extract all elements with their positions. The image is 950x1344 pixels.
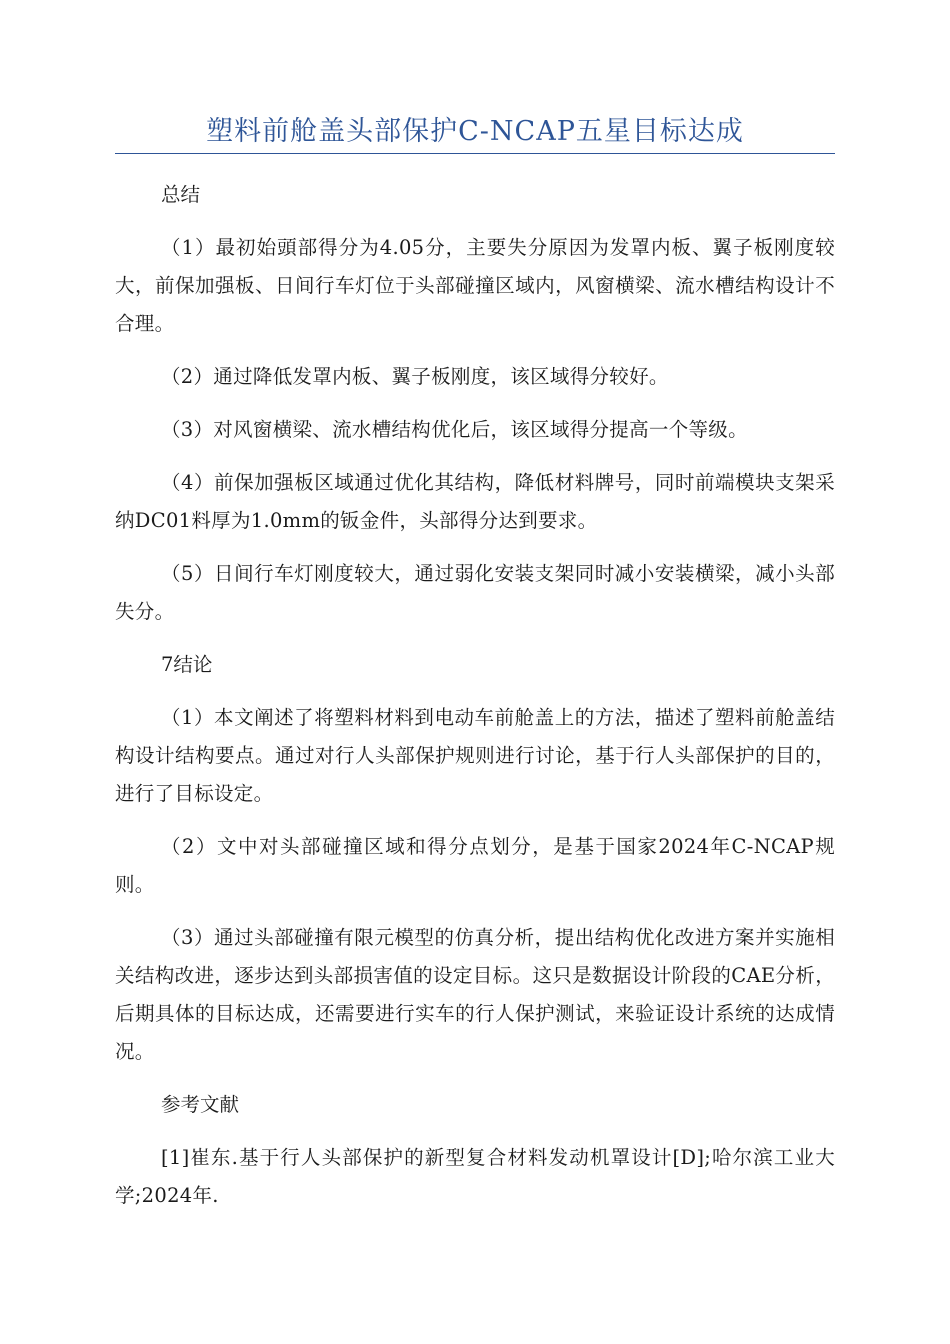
title-underline	[115, 153, 835, 154]
conclusion-item-1: （1）本文阐述了将塑料材料到电动车前舱盖上的方法，描述了塑料前舱盖结构设计结构要点。通过对行人头部保护规则进行讨论，基于行人头部保护的目的，进行了目标设定。	[115, 706, 835, 805]
references-heading: 参考文献	[161, 1093, 240, 1116]
summary-item-2: （2）通过降低发罩内板、翼子板刚度，该区域得分较好。	[161, 365, 669, 388]
conclusion-heading: 7结论	[161, 653, 213, 676]
reference-item-1: [1]崔东.基于行人头部保护的新型复合材料发动机罩设计[D];哈尔滨工业大学;2024年.	[115, 1146, 835, 1207]
conclusion-item-3: （3）通过头部碰撞有限元模型的仿真分析，提出结构优化改进方案并实施相关结构改进，逐步达到头部损害值的设定目标。这只是数据设计阶段的CAE分析，后期具体的目标达成，还需要进行实车的行人保护测试，来验证设计系统的达成情况。	[115, 926, 835, 1063]
summary-item-4: （4）前保加强板区域通过优化其结构，降低材料牌号，同时前端模块支架采纳DC01料厚为1.0mm的钣金件，头部得分达到要求。	[115, 471, 835, 532]
document-body	[115, 176, 835, 1230]
summary-item-1: （1）最初始頭部得分为4.05分，主要失分原因为发罩内板、翼子板刚度较大，前保加强板、日间行车灯位于头部碰撞区域内，风窗横梁、流水槽结构设计不合理。	[115, 236, 835, 335]
summary-item-5: （5）日间行车灯刚度较大，通过弱化安装支架同时减小安装横梁，减小头部失分。	[115, 562, 835, 623]
summary-heading: 总结	[161, 183, 201, 206]
summary-item-3: （3）对风窗横梁、流水槽结构优化后，该区域得分提高一个等级。	[161, 418, 748, 441]
document-title: 塑料前舱盖头部保护C-NCAP五星目标达成	[206, 116, 744, 147]
conclusion-item-2: （2）文中对头部碰撞区域和得分点划分，是基于国家2024年C-NCAP规则。	[115, 835, 835, 896]
